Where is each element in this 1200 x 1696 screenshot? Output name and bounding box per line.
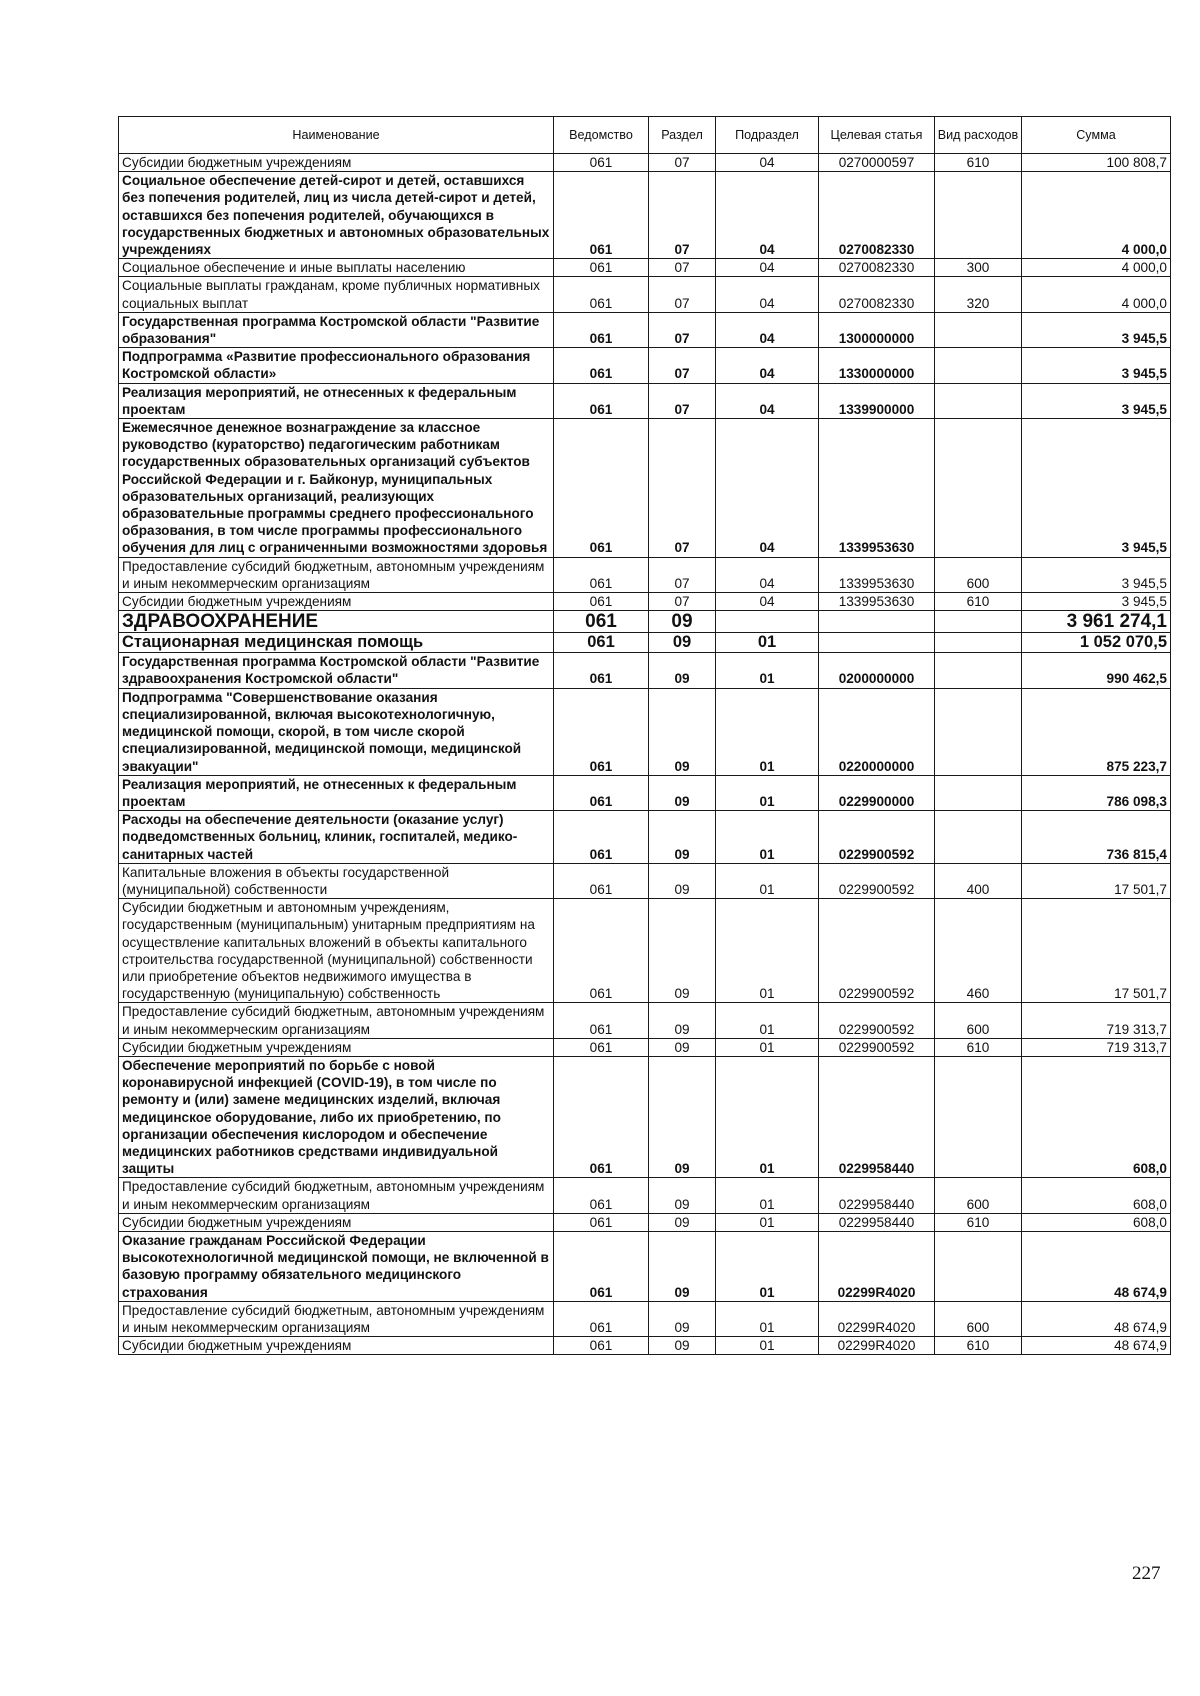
cell-target: 0229958440 — [819, 1213, 935, 1231]
cell-section: 09 — [649, 811, 716, 864]
cell-subsection: 01 — [716, 811, 819, 864]
cell-dept: 061 — [554, 312, 649, 347]
budget-table — [118, 116, 1171, 1355]
cell-expense-type — [935, 312, 1022, 347]
table-row — [119, 1178, 1171, 1213]
cell-dept: 061 — [554, 688, 649, 775]
cell-subsection: 01 — [716, 1003, 819, 1038]
column-header-expense-type: Вид расходов — [935, 117, 1022, 154]
column-header-target: Целевая статья — [819, 117, 935, 154]
cell-amount: 1 052 070,5 — [1022, 633, 1171, 653]
cell-amount: 3 945,5 — [1022, 557, 1171, 592]
cell-target: 1339953630 — [819, 557, 935, 592]
table-row — [119, 1301, 1171, 1336]
cell-expense-type: 610 — [935, 1038, 1022, 1056]
cell-section: 09 — [649, 1178, 716, 1213]
cell-subsection: 04 — [716, 383, 819, 418]
cell-subsection: 01 — [716, 1038, 819, 1056]
cell-dept: 061 — [554, 811, 649, 864]
cell-expense-type — [935, 775, 1022, 810]
cell-dept: 061 — [554, 419, 649, 558]
cell-expense-type — [935, 611, 1022, 633]
cell-amount: 608,0 — [1022, 1213, 1171, 1231]
cell-amount: 17 501,7 — [1022, 899, 1171, 1003]
cell-dept: 061 — [554, 172, 649, 259]
cell-target: 1300000000 — [819, 312, 935, 347]
column-header-name: Наименование — [119, 117, 554, 154]
table-row — [119, 688, 1171, 775]
cell-target — [819, 611, 935, 633]
cell-expense-type — [935, 419, 1022, 558]
cell-expense-type — [935, 688, 1022, 775]
cell-expense-type: 610 — [935, 1213, 1022, 1231]
cell-name: Расходы на обеспечение деятельности (оказание услуг) подведомственных больниц, клиник, госпиталей, медико-санитарных частей — [119, 811, 554, 864]
cell-target: 0229900592 — [819, 1038, 935, 1056]
cell-section: 07 — [649, 593, 716, 611]
cell-section: 07 — [649, 419, 716, 558]
cell-expense-type: 300 — [935, 259, 1022, 277]
cell-subsection: 01 — [716, 775, 819, 810]
cell-section: 07 — [649, 259, 716, 277]
cell-amount: 736 815,4 — [1022, 811, 1171, 864]
cell-name: Обеспечение мероприятий по борьбе с новой коронавирусной инфекцией (COVID-19), в том числе по ремонту и (или) замене медицинских изделий, включая медицинское оборудование, либо их приобретению, по организации обеспечения кислородом и обеспечение медицинских работников средствами индивидуальной защиты — [119, 1056, 554, 1177]
cell-target: 0229900592 — [819, 811, 935, 864]
cell-target: 0270082330 — [819, 259, 935, 277]
table-row — [119, 775, 1171, 810]
cell-amount: 4 000,0 — [1022, 259, 1171, 277]
cell-target: 1339953630 — [819, 593, 935, 611]
cell-subsection: 04 — [716, 277, 819, 312]
cell-amount: 719 313,7 — [1022, 1038, 1171, 1056]
cell-section: 09 — [649, 1301, 716, 1336]
table-row — [119, 172, 1171, 259]
cell-target — [819, 633, 935, 653]
cell-expense-type — [935, 1231, 1022, 1301]
cell-name: Государственная программа Костромской области "Развитие образования" — [119, 312, 554, 347]
cell-expense-type: 600 — [935, 1178, 1022, 1213]
cell-dept: 061 — [554, 1213, 649, 1231]
cell-subsection: 04 — [716, 312, 819, 347]
cell-expense-type: 610 — [935, 154, 1022, 172]
cell-dept: 061 — [554, 611, 649, 633]
cell-target: 0229900592 — [819, 863, 935, 898]
cell-name: Социальные выплаты гражданам, кроме публичных нормативных социальных выплат — [119, 277, 554, 312]
cell-name: Субсидии бюджетным и автономным учреждениям, государственным (муниципальным) унитарным предприятиям на осуществление капитальных вложений в объекты капитального строительства государственной (муниципальной) собственности или приобретение объектов недвижимого имущества в государственную (муниципальную) собственность — [119, 899, 554, 1003]
cell-name: Реализация мероприятий, не отнесенных к федеральным проектам — [119, 383, 554, 418]
cell-amount: 875 223,7 — [1022, 688, 1171, 775]
cell-expense-type: 610 — [935, 593, 1022, 611]
cell-amount: 3 961 274,1 — [1022, 611, 1171, 633]
table-row — [119, 1213, 1171, 1231]
cell-amount: 48 674,9 — [1022, 1301, 1171, 1336]
cell-amount: 3 945,5 — [1022, 419, 1171, 558]
cell-expense-type — [935, 1056, 1022, 1177]
cell-amount: 17 501,7 — [1022, 863, 1171, 898]
cell-subsection: 01 — [716, 688, 819, 775]
cell-section: 07 — [649, 383, 716, 418]
cell-subsection: 04 — [716, 348, 819, 383]
cell-section: 07 — [649, 348, 716, 383]
cell-target: 0220000000 — [819, 688, 935, 775]
cell-section: 09 — [649, 611, 716, 633]
cell-target: 02299R4020 — [819, 1231, 935, 1301]
cell-dept: 061 — [554, 259, 649, 277]
cell-section: 07 — [649, 557, 716, 592]
cell-subsection: 01 — [716, 1178, 819, 1213]
table-row — [119, 863, 1171, 898]
table-row — [119, 312, 1171, 347]
cell-expense-type: 460 — [935, 899, 1022, 1003]
cell-dept: 061 — [554, 1231, 649, 1301]
cell-name: Стационарная медицинская помощь — [119, 633, 554, 653]
table-row — [119, 899, 1171, 1003]
cell-dept: 061 — [554, 1301, 649, 1336]
cell-dept: 061 — [554, 1038, 649, 1056]
cell-name: Ежемесячное денежное вознаграждение за классное руководство (кураторство) педагогическим работникам государственных образовательных организаций субъектов Российской Федерации и г. Байконур, муниципальных образовательных организаций, реализующих образовательные программы среднего профессионального образования, в том числе программы профессионального обучения для лиц с ограниченными возможностями здоровья — [119, 419, 554, 558]
column-header-subsection: Подраздел — [716, 117, 819, 154]
cell-name: Субсидии бюджетным учреждениям — [119, 154, 554, 172]
cell-dept: 061 — [554, 1056, 649, 1177]
table-body — [119, 154, 1171, 1355]
table-row — [119, 653, 1171, 688]
cell-section: 09 — [649, 1038, 716, 1056]
cell-amount: 4 000,0 — [1022, 277, 1171, 312]
table-row — [119, 1003, 1171, 1038]
cell-dept: 061 — [554, 653, 649, 688]
cell-section: 09 — [649, 899, 716, 1003]
cell-target: 1330000000 — [819, 348, 935, 383]
cell-name: Социальное обеспечение и иные выплаты населению — [119, 259, 554, 277]
table-row — [119, 419, 1171, 558]
table-row — [119, 383, 1171, 418]
table-row — [119, 277, 1171, 312]
cell-subsection: 01 — [716, 1213, 819, 1231]
column-header-dept: Ведомство — [554, 117, 649, 154]
cell-section: 09 — [649, 775, 716, 810]
cell-subsection: 04 — [716, 154, 819, 172]
cell-expense-type: 600 — [935, 1301, 1022, 1336]
cell-section: 09 — [649, 1056, 716, 1177]
cell-subsection: 01 — [716, 863, 819, 898]
table-row — [119, 611, 1171, 633]
cell-target: 0229900592 — [819, 899, 935, 1003]
cell-amount: 100 808,7 — [1022, 154, 1171, 172]
column-header-section: Раздел — [649, 117, 716, 154]
cell-section: 09 — [649, 863, 716, 898]
table-row — [119, 811, 1171, 864]
column-header-amount: Сумма — [1022, 117, 1171, 154]
cell-amount: 719 313,7 — [1022, 1003, 1171, 1038]
cell-target: 0229900592 — [819, 1003, 935, 1038]
cell-expense-type — [935, 383, 1022, 418]
cell-amount: 3 945,5 — [1022, 312, 1171, 347]
cell-name: Субсидии бюджетным учреждениям — [119, 1213, 554, 1231]
cell-name: Оказание гражданам Российской Федерации высокотехнологичной медицинской помощи, не включенной в базовую программу обязательного медицинского страхования — [119, 1231, 554, 1301]
cell-expense-type — [935, 811, 1022, 864]
cell-amount: 608,0 — [1022, 1178, 1171, 1213]
cell-subsection: 01 — [716, 1231, 819, 1301]
cell-dept: 061 — [554, 899, 649, 1003]
cell-name: Предоставление субсидий бюджетным, автономным учреждениям и иным некоммерческим организациям — [119, 1301, 554, 1336]
cell-name: Государственная программа Костромской области "Развитие здравоохранения Костромской области" — [119, 653, 554, 688]
cell-subsection: 01 — [716, 1056, 819, 1177]
cell-expense-type — [935, 653, 1022, 688]
cell-dept: 061 — [554, 593, 649, 611]
cell-amount: 48 674,9 — [1022, 1337, 1171, 1355]
cell-dept: 061 — [554, 1337, 649, 1355]
cell-dept: 061 — [554, 633, 649, 653]
cell-section: 09 — [649, 653, 716, 688]
cell-dept: 061 — [554, 1178, 649, 1213]
cell-amount: 3 945,5 — [1022, 593, 1171, 611]
cell-expense-type — [935, 172, 1022, 259]
cell-section: 09 — [649, 1003, 716, 1038]
cell-subsection: 04 — [716, 172, 819, 259]
cell-subsection: 01 — [716, 899, 819, 1003]
cell-target: 0229958440 — [819, 1056, 935, 1177]
cell-name: Подпрограмма "Совершенствование оказания специализированной, включая высокотехнологичную, медицинской помощи, скорой, в том числе скорой специализированной, медицинской помощи, медицинской эвакуации" — [119, 688, 554, 775]
cell-name: Субсидии бюджетным учреждениям — [119, 1038, 554, 1056]
cell-subsection: 01 — [716, 1337, 819, 1355]
cell-name: ЗДРАВООХРАНЕНИЕ — [119, 611, 554, 633]
cell-expense-type: 600 — [935, 557, 1022, 592]
table-row — [119, 259, 1171, 277]
cell-section: 09 — [649, 688, 716, 775]
cell-dept: 061 — [554, 277, 649, 312]
cell-section: 07 — [649, 312, 716, 347]
cell-name: Капитальные вложения в объекты государственной (муниципальной) собственности — [119, 863, 554, 898]
cell-dept: 061 — [554, 348, 649, 383]
table-row — [119, 557, 1171, 592]
cell-expense-type: 400 — [935, 863, 1022, 898]
cell-amount: 990 462,5 — [1022, 653, 1171, 688]
cell-section: 09 — [649, 1213, 716, 1231]
cell-target: 02299R4020 — [819, 1337, 935, 1355]
cell-amount: 3 945,5 — [1022, 348, 1171, 383]
cell-dept: 061 — [554, 775, 649, 810]
table-row — [119, 1038, 1171, 1056]
cell-section: 07 — [649, 154, 716, 172]
cell-expense-type: 610 — [935, 1337, 1022, 1355]
cell-subsection: 04 — [716, 557, 819, 592]
table-row — [119, 593, 1171, 611]
cell-amount: 786 098,3 — [1022, 775, 1171, 810]
cell-section: 09 — [649, 1231, 716, 1301]
cell-subsection: 04 — [716, 593, 819, 611]
table-row — [119, 154, 1171, 172]
cell-subsection: 01 — [716, 633, 819, 653]
cell-section: 07 — [649, 277, 716, 312]
cell-name: Предоставление субсидий бюджетным, автономным учреждениям и иным некоммерческим организациям — [119, 1003, 554, 1038]
cell-subsection: 04 — [716, 259, 819, 277]
table-row — [119, 1056, 1171, 1177]
table-row — [119, 1231, 1171, 1301]
cell-section: 07 — [649, 172, 716, 259]
cell-name: Подпрограмма «Развитие профессионального образования Костромской области» — [119, 348, 554, 383]
cell-expense-type: 600 — [935, 1003, 1022, 1038]
cell-subsection: 04 — [716, 419, 819, 558]
table-row — [119, 633, 1171, 653]
cell-name: Социальное обеспечение детей-сирот и детей, оставшихся без попечения родителей, лиц из числа детей-сирот и детей, оставшихся без попечения родителей, обучающихся в государственных бюджетных и автономных образовательных учреждениях — [119, 172, 554, 259]
cell-dept: 061 — [554, 863, 649, 898]
cell-target: 0270082330 — [819, 277, 935, 312]
cell-target: 0229958440 — [819, 1178, 935, 1213]
cell-target: 0270000597 — [819, 154, 935, 172]
cell-expense-type — [935, 348, 1022, 383]
cell-subsection: 01 — [716, 1301, 819, 1336]
cell-name: Субсидии бюджетным учреждениям — [119, 593, 554, 611]
cell-section: 09 — [649, 633, 716, 653]
cell-dept: 061 — [554, 1003, 649, 1038]
cell-name: Реализация мероприятий, не отнесенных к федеральным проектам — [119, 775, 554, 810]
cell-target: 0270082330 — [819, 172, 935, 259]
cell-expense-type: 320 — [935, 277, 1022, 312]
cell-amount: 48 674,9 — [1022, 1231, 1171, 1301]
cell-dept: 061 — [554, 557, 649, 592]
table-row — [119, 348, 1171, 383]
table-row — [119, 1337, 1171, 1355]
cell-dept: 061 — [554, 383, 649, 418]
cell-target: 1339900000 — [819, 383, 935, 418]
cell-subsection: 01 — [716, 653, 819, 688]
cell-amount: 3 945,5 — [1022, 383, 1171, 418]
page-number: 227 — [1132, 1563, 1161, 1584]
cell-target: 1339953630 — [819, 419, 935, 558]
cell-amount: 608,0 — [1022, 1056, 1171, 1177]
cell-section: 09 — [649, 1337, 716, 1355]
cell-name: Предоставление субсидий бюджетным, автономным учреждениям и иным некоммерческим организациям — [119, 1178, 554, 1213]
cell-dept: 061 — [554, 154, 649, 172]
cell-amount: 4 000,0 — [1022, 172, 1171, 259]
cell-subsection — [716, 611, 819, 633]
table-header-row — [119, 117, 1171, 154]
cell-target: 02299R4020 — [819, 1301, 935, 1336]
cell-name: Субсидии бюджетным учреждениям — [119, 1337, 554, 1355]
cell-expense-type — [935, 633, 1022, 653]
cell-target: 0229900000 — [819, 775, 935, 810]
cell-target: 0200000000 — [819, 653, 935, 688]
cell-name: Предоставление субсидий бюджетным, автономным учреждениям и иным некоммерческим организациям — [119, 557, 554, 592]
